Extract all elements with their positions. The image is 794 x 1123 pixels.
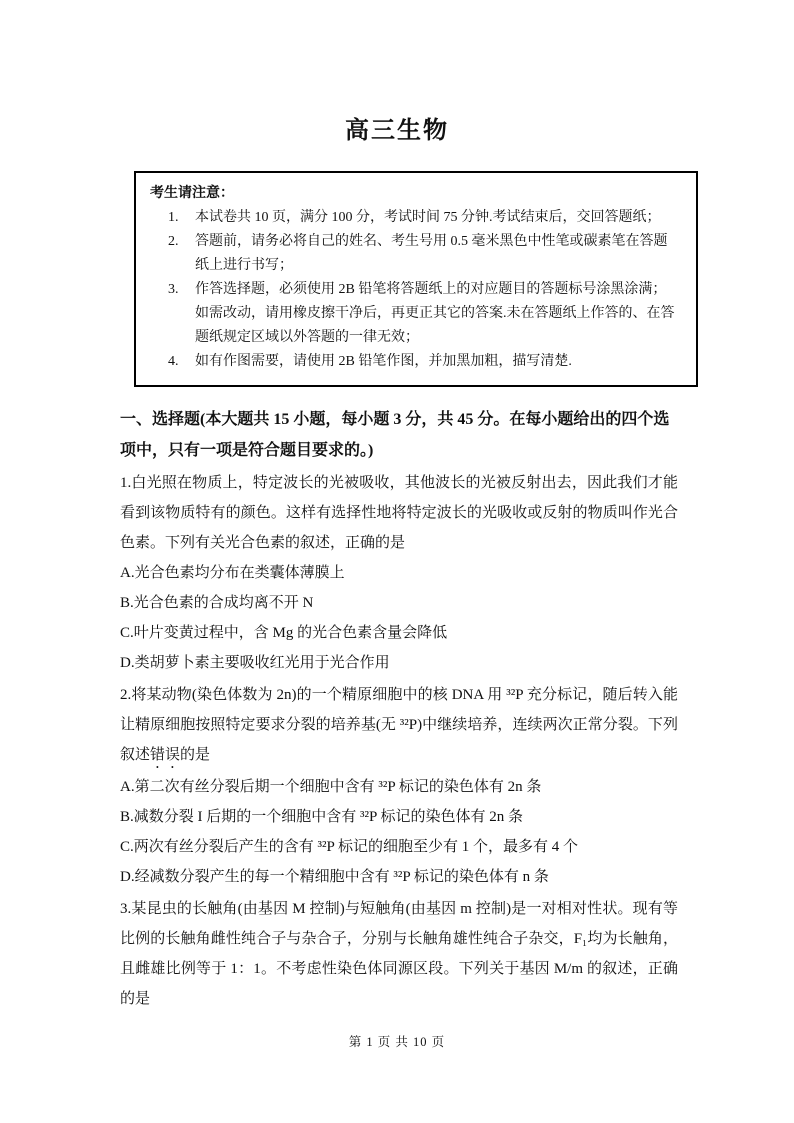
notice-item-number: 2. [168,234,179,249]
question-1 [120,468,678,678]
question-2-option-c: C.两次有丝分裂后产生的含有 ³²P 标记的细胞至少有 1 个，最多有 4 个 [120,839,579,855]
notice-item-number: 1. [168,210,179,225]
section-heading: 一、选择题(本大题共 15 小题，每小题 3 分，共 45 分。在每小题给出的四个选项中，只有一项是符合题目要求的。) [120,411,670,459]
question-2-option-d: D.经减数分裂产生的每一个精细胞中含有 ³²P 标记的染色体有 n 条 [120,869,549,885]
question-1-option-b: B.光合色素的合成均离不开 N [120,595,314,611]
notice-item-number: 4. [168,354,179,369]
notice-item [168,206,680,230]
question-2-stem [120,680,678,772]
notice-item [168,350,680,374]
notice-item-text: 答题前，请务必将自己的姓名、考生号用 0.5 毫米黑色中性笔或碳素笔在答题纸上进行书写； [195,234,668,273]
page-title: 高三生物 [345,118,449,144]
page-footer: 第 1 页 共 10 页 [348,1035,446,1049]
notice-header: 考生请注意： [150,186,234,201]
notice-item [168,278,680,350]
question-2-stem-tail: 的是 [180,747,211,763]
notice-item-number: 3. [168,282,179,297]
emphasized-text: 错误 [150,747,181,763]
notice-item-text: 如有作图需要，请使用 2B 铅笔作图，并加黑加粗，描写清楚. [195,354,572,369]
question-1-option-c: C.叶片变黄过程中，含 Mg 的光合色素含量会降低 [120,625,448,641]
notice-box [134,171,698,387]
question-1-option-a: A.光合色素均分布在类囊体薄膜上 [120,565,345,581]
question-2-option-b: B.减数分裂 I 后期的一个细胞中含有 ³²P 标记的染色体有 2n 条 [120,809,524,825]
question-2-option-a: A.第二次有丝分裂后期一个细胞中含有 ³²P 标记的染色体有 2n 条 [120,779,542,795]
question-3 [120,894,678,1014]
question-1-stem: 1.白光照在物质上，特定波长的光被吸收，其他波长的光被反射出去，因此我们才能看到该物质特有的颜色。这样有选择性地将特定波长的光吸收或反射的物质叫作光合色素。下列有关光合色素的叙述，正确的是 [120,475,678,551]
question-3-stem: 3.某昆虫的长触角(由基因 M 控制)与短触角(由基因 m 控制)是一对相对性状。现有等比例的长触角雌性纯合子与杂合子，分别与长触角雄性纯合子杂交，F₁均为长触角，且雌雄比例等于 1：1。不考虑性染色体同源区段。下列关于基因 M/m 的叙述，正确的是 [120,901,678,1007]
question-1-option-d: D.类胡萝卜素主要吸收红光用于光合作用 [120,655,390,671]
question-2-stem-text: 2.将某动物(染色体数为 2n)的一个精原细胞中的核 DNA 用 ³²P 充分标记，随后转入能让精原细胞按照特定要求分裂的培养基(无 ³²P)中继续培养，连续两次正常分裂。下列叙述 [120,687,678,763]
page-content [120,171,678,1014]
notice-item-text: 本试卷共 10 页，满分 100 分，考试时间 75 分钟.考试结束后，交回答题纸； [195,210,661,225]
notice-item [168,230,680,278]
question-2 [120,680,678,892]
notice-item-text: 作答选择题，必须使用 2B 铅笔将答题纸上的对应题目的答题标号涂黑涂满；如需改动，请用橡皮擦干净后，再更正其它的答案.未在答题纸上作答的、在答题纸规定区域以外答题的一律无效； [195,282,675,345]
